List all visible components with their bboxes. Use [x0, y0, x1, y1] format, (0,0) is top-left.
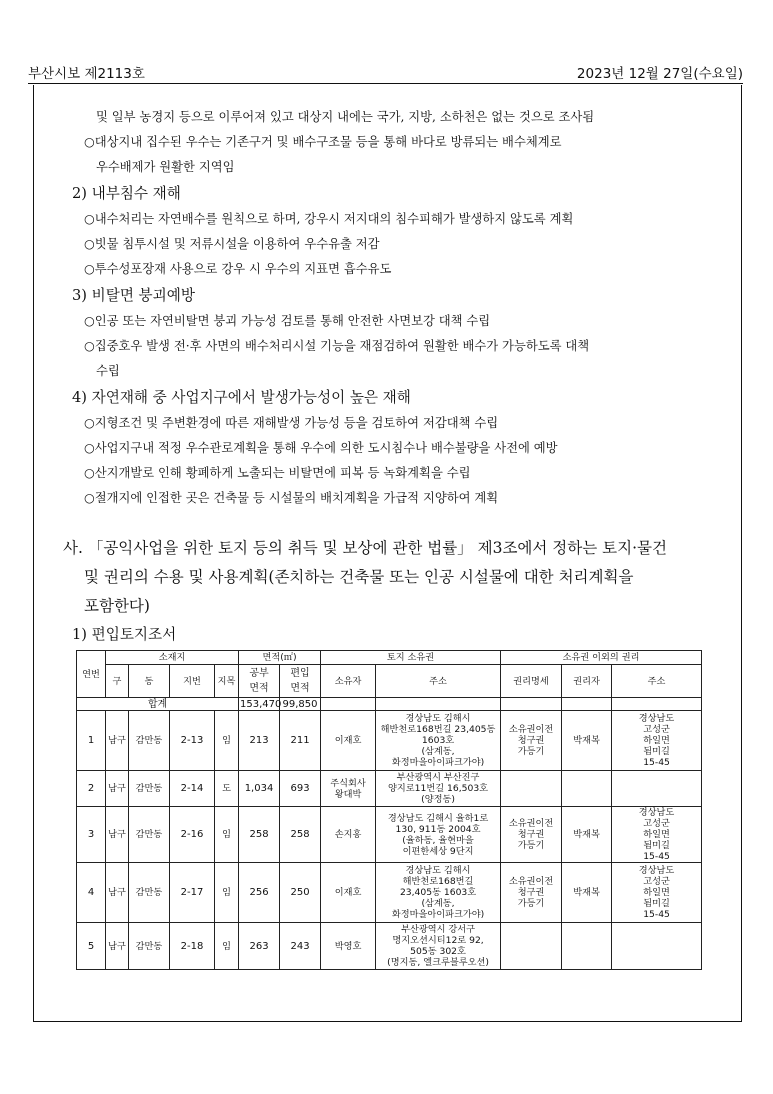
header-area-public: 공부 면적: [239, 665, 280, 698]
header-right-address: 주소: [612, 665, 702, 698]
header-area-included: 편입 면적: [280, 665, 321, 698]
cell-right-address: [612, 771, 702, 807]
cell-jibun: 2-14: [170, 771, 215, 807]
cell-owner: 주식회사 왕대박: [321, 771, 376, 807]
cell-right-holder: 박재복: [562, 863, 612, 923]
subheading: 3) 비탈면 붕괴예방: [72, 287, 195, 304]
header-right-holder: 권리자: [562, 665, 612, 698]
cell-seq: 2: [77, 771, 106, 807]
header-rule: [28, 83, 743, 84]
cell-seq: 3: [77, 807, 106, 863]
cell-owner: 박영호: [321, 923, 376, 970]
subheading: 4) 자연재해 중 사업지구에서 발생가능성이 높은 재해: [72, 389, 411, 406]
header-rights-group: 소유권 이외의 권리: [501, 651, 702, 665]
cell-jimok: 임: [215, 923, 239, 970]
header-jibun: 지번: [170, 665, 215, 698]
cell-seq: 1: [77, 711, 106, 771]
cell-jibun: 2-17: [170, 863, 215, 923]
subheading: 2) 내부침수 재해: [72, 185, 181, 202]
header-address: 주소: [376, 665, 501, 698]
cell-right-address: 경상남도 고성군 하일면 됨미길 15-45: [612, 807, 702, 863]
table-row: [77, 711, 702, 771]
cell-right-detail: [501, 771, 562, 807]
cell-seq: 4: [77, 863, 106, 923]
table-row: [77, 807, 702, 863]
section-heading: 포함한다): [84, 597, 150, 615]
cell-owner: 이재호: [321, 711, 376, 771]
body-line: ○빗물 침투시설 및 저류시설을 이용하여 우수유출 저감: [84, 237, 380, 251]
table-row: [77, 863, 702, 923]
publication-title: 부산시보 제2113호: [28, 66, 145, 82]
total-row: [77, 698, 702, 711]
cell-gu: 남구: [106, 711, 129, 771]
cell-jimok: 임: [215, 807, 239, 863]
header-dong: 동: [129, 665, 170, 698]
cell-seq: 5: [77, 923, 106, 970]
cell-right-detail: [501, 923, 562, 970]
cell-right-holder: [562, 923, 612, 970]
header-right-detail: 권리명세: [501, 665, 562, 698]
cell-gu: 남구: [106, 923, 129, 970]
cell-area-included: 250: [280, 863, 321, 923]
table-body: [77, 711, 702, 970]
land-table: [76, 650, 702, 970]
header-area: 면적(㎡): [239, 651, 321, 665]
cell-jibun: 2-16: [170, 807, 215, 863]
cell-owner: 이재호: [321, 863, 376, 923]
cell-dong: 감만동: [129, 807, 170, 863]
cell-area-included: 211: [280, 711, 321, 771]
cell-jibun: 2-13: [170, 711, 215, 771]
body-line: 우수배제가 원활한 지역임: [96, 160, 235, 174]
body-line: ○사업지구내 적정 우수관로계획을 통해 우수에 의한 도시침수나 배수불량을 사전에 예방: [84, 441, 558, 455]
cell-right-holder: 박재복: [562, 807, 612, 863]
header-owner: 소유자: [321, 665, 376, 698]
body-line: ○투수성포장재 사용으로 강우 시 우수의 지표면 흡수유도: [84, 262, 392, 276]
body-line: ○내수처리는 자연배수를 원칙으로 하며, 강우시 저지대의 침수피해가 발생하지 않도록 계획: [84, 212, 574, 226]
cell-address: 부산광역시 강서구 명지오션시티12로 92, 505동 302호 (명지동, 엘크루블루오션): [376, 923, 501, 970]
cell-right-holder: [562, 771, 612, 807]
body-line: ○지형조건 및 주변환경에 따른 재해발생 가능성 등을 검토하여 저감대책 수립: [84, 416, 499, 430]
cell-jimok: 도: [215, 771, 239, 807]
cell-area-public: 258: [239, 807, 280, 863]
cell-right-address: 경상남도 고성군 하일면 됨미길 15-45: [612, 711, 702, 771]
cell-dong: 감만동: [129, 923, 170, 970]
header-seq: 연번: [77, 651, 106, 698]
body-line: ○집중호우 발생 전·후 사면의 배수처리시설 기능을 재점검하여 원활한 배수가 가능하도록 대책: [84, 339, 590, 353]
body-line: 수립: [96, 364, 120, 378]
cell-jimok: 임: [215, 711, 239, 771]
cell-jibun: 2-18: [170, 923, 215, 970]
cell-area-public: 263: [239, 923, 280, 970]
table-row: [77, 923, 702, 970]
cell-gu: 남구: [106, 771, 129, 807]
cell-area-public: 213: [239, 711, 280, 771]
cell-gu: 남구: [106, 807, 129, 863]
body-line: ○대상지내 집수된 우수는 기존구거 및 배수구조물 등을 통해 바다로 방류되는 배수체계로: [84, 135, 562, 149]
body-line: ○산지개발로 인해 황폐하게 노출되는 비탈면에 피복 등 녹화계획을 수립: [84, 466, 471, 480]
header-jimok: 지목: [215, 665, 239, 698]
publication-date: 2023년 12월 27일(수요일): [576, 66, 743, 82]
cell-address: 경상남도 김해시 율하1로 130, 911동 2004호 (율하동, 율현마을 이편한세상 9단지: [376, 807, 501, 863]
body-line: ○절개지에 인접한 곳은 건축물 등 시설물의 배치계획을 가급적 지양하여 계획: [84, 491, 499, 505]
cell-address: 부산광역시 부산진구 양지로11번길 16,503호 (양정동): [376, 771, 501, 807]
total-area-included: 99,850: [280, 698, 321, 711]
body-line: ○인공 또는 자연비탈면 붕괴 가능성 검토를 통해 안전한 사면보강 대책 수립: [84, 314, 491, 328]
cell-gu: 남구: [106, 863, 129, 923]
header-owner-group: 토지 소유권: [321, 651, 501, 665]
cell-owner: 손지홍: [321, 807, 376, 863]
header-location: 소재지: [106, 651, 239, 665]
cell-address: 경상남도 김해시 해반천로168번길 23,405동 1603호 (삼계동, 화정마을아이파크가야): [376, 863, 501, 923]
cell-area-included: 693: [280, 771, 321, 807]
cell-dong: 감만동: [129, 771, 170, 807]
cell-right-holder: 박재복: [562, 711, 612, 771]
header-gu: 구: [106, 665, 129, 698]
cell-right-detail: 소유권이전 청구권 가등기: [501, 711, 562, 771]
cell-right-detail: 소유권이전 청구권 가등기: [501, 863, 562, 923]
cell-right-address: [612, 923, 702, 970]
cell-right-address: 경상남도 고성군 하일면 됨미길 15-45: [612, 863, 702, 923]
section-heading: 및 권리의 수용 및 사용계획(존치하는 건축물 또는 인공 시설물에 대한 처리계획을: [84, 568, 634, 586]
cell-jimok: 임: [215, 863, 239, 923]
cell-area-included: 258: [280, 807, 321, 863]
section-heading: 사. 「공익사업을 위한 토지 등의 취득 및 보상에 관한 법률」 제3조에서 정하는 토지·물건: [63, 539, 667, 557]
total-label: 합계: [77, 698, 239, 711]
cell-dong: 감만동: [129, 711, 170, 771]
cell-right-detail: 소유권이전 청구권 가등기: [501, 807, 562, 863]
table-row: [77, 771, 702, 807]
subheading: 1) 편입토지조서: [72, 626, 177, 643]
cell-dong: 감만동: [129, 863, 170, 923]
cell-address: 경상남도 김해시 해반천로168번길 23,405동 1603호 (삼계동, 화정마을아이파크가야): [376, 711, 501, 771]
cell-area-public: 256: [239, 863, 280, 923]
body-line: 및 일부 농경지 등으로 이루어져 있고 대상지 내에는 국가, 지방, 소하천은 없는 것으로 조사됨: [96, 110, 595, 124]
cell-area-included: 243: [280, 923, 321, 970]
total-area-public: 153,470: [240, 698, 282, 710]
cell-area-public: 1,034: [239, 771, 280, 807]
